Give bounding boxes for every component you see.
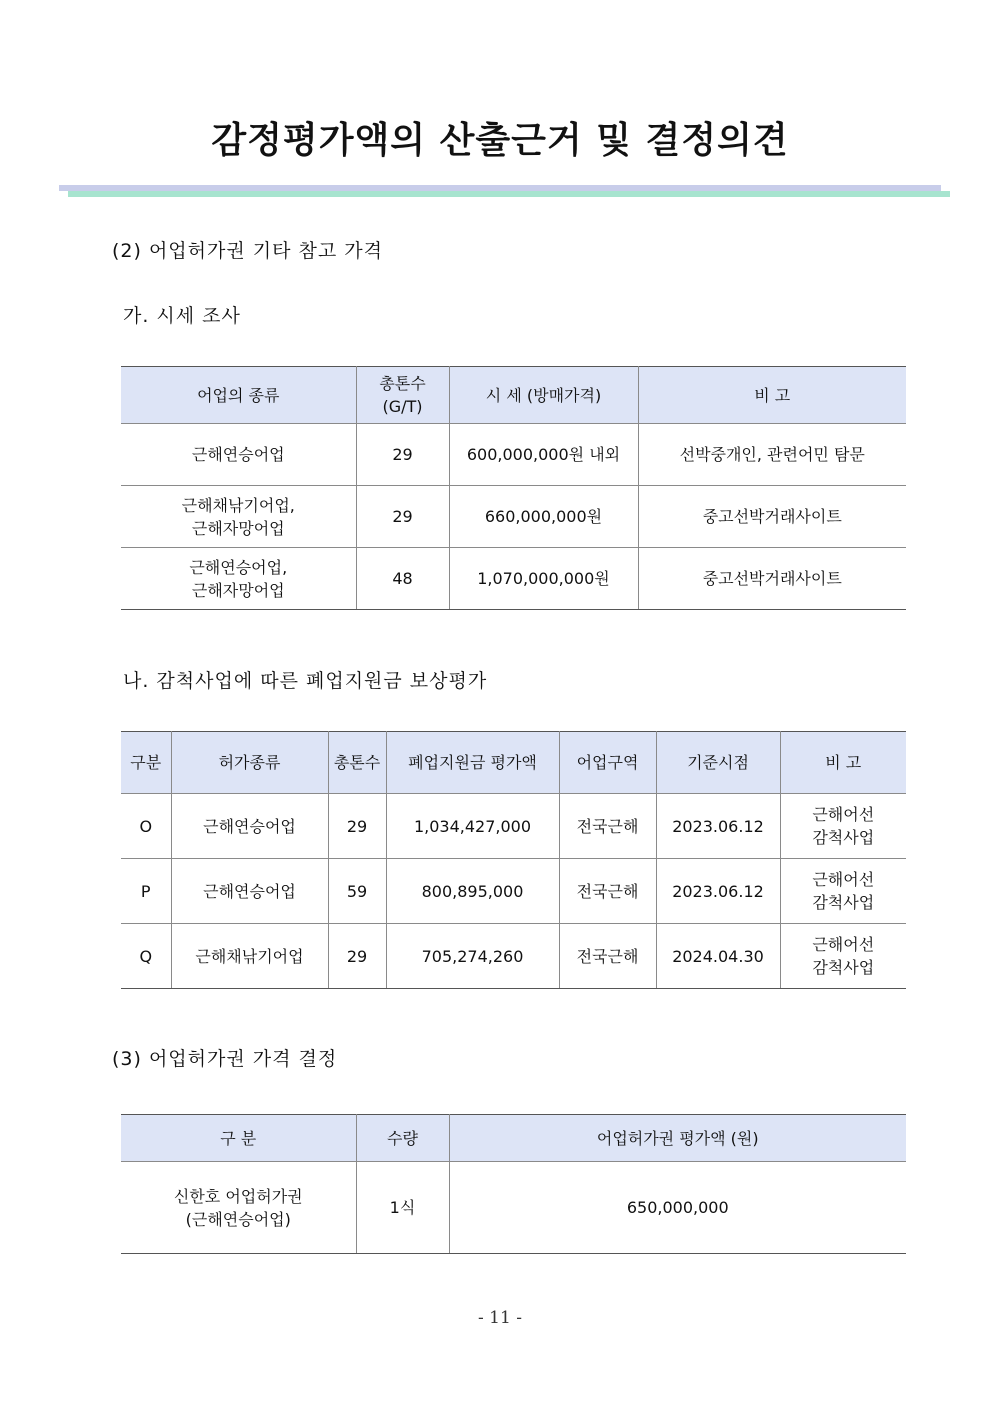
table-cell [780,794,906,859]
table-cell: 전국근해 [559,794,656,859]
table-cell: 705,274,260 [386,924,559,989]
table-row [121,486,906,548]
table-row [121,794,906,859]
table-cell: 중고선박거래사이트 [638,548,906,610]
cell-line: 근해어선 [812,805,875,824]
header-gross-tonnage [356,367,449,424]
header-license-value: 어업허가권 평가액 (원) [449,1115,906,1162]
header-remarks: 비 고 [780,732,906,794]
table-cell: Q [121,924,171,989]
cell-line: 감척사업 [812,893,875,912]
title-underline-green [68,191,950,197]
header-closure-support-value: 폐업지원금 평가액 [386,732,559,794]
section-3-heading: (3) 어업허가권 가격 결정 [112,1048,338,1070]
header-base-date: 기준시점 [656,732,780,794]
table-cell: 800,895,000 [386,859,559,924]
table-row [121,1162,906,1254]
table-cell: 전국근해 [559,924,656,989]
table-cell [780,924,906,989]
table-cell [121,1162,356,1254]
subsection-a-heading: 가. 시세 조사 [123,305,241,327]
closure-compensation-table [121,731,906,989]
market-price-table [121,366,906,610]
header-market-price: 시 세 (방매가격) [449,367,638,424]
table-cell: 근해연승어업 [171,859,328,924]
cell-line: 근해연승어업, [189,557,288,577]
cell-line: (근해연승어업) [185,1209,291,1229]
cell-line: 근해자망어업 [191,580,285,600]
table-cell: 29 [328,924,386,989]
cell-line: 근해어선 [812,870,875,889]
header-license-type: 허가종류 [171,732,328,794]
table-cell: 660,000,000원 [449,486,638,548]
table-cell: 근해연승어업 [171,794,328,859]
header-gross-tonnage-line-2: (G/T) [382,397,423,416]
table-cell: 29 [356,424,449,486]
table-cell: 중고선박거래사이트 [638,486,906,548]
header-gross-tonnage-line-1: 총톤수 [379,374,426,393]
header-gross-tonnage: 총톤수 [328,732,386,794]
section-2-heading: (2) 어업허가권 기타 참고 가격 [112,240,383,262]
table-cell: 650,000,000 [449,1162,906,1254]
header-category: 구 분 [121,1115,356,1162]
page-number: - 11 - [478,1308,522,1328]
table-row [121,424,906,486]
cell-line: 신한호 어업허가권 [173,1186,303,1206]
header-category: 구분 [121,732,171,794]
table-cell: 근해연승어업 [121,424,356,486]
page-title: 감정평가액의 산출근거 및 결정의견 [211,120,789,161]
table-cell: 1식 [356,1162,449,1254]
table-cell: 2024.04.30 [656,924,780,989]
header-fishery-type: 어업의 종류 [121,367,356,424]
cell-line: 감척사업 [812,828,875,847]
table-cell: 2023.06.12 [656,794,780,859]
table-cell: 2023.06.12 [656,859,780,924]
table-cell: P [121,859,171,924]
table-row [121,548,906,610]
table-cell: 59 [328,859,386,924]
license-value-table [121,1114,906,1254]
table-cell [121,548,356,610]
cell-line: 근해어선 [812,935,875,954]
header-fishing-zone: 어업구역 [559,732,656,794]
table-cell: 1,034,427,000 [386,794,559,859]
table-cell: 선박중개인, 관련어민 탐문 [638,424,906,486]
subsection-b-heading: 나. 감척사업에 따른 폐업지원금 보상평가 [123,670,488,692]
header-remarks: 비 고 [638,367,906,424]
table-row [121,859,906,924]
table-cell: 48 [356,548,449,610]
table-row [121,924,906,989]
table-cell: 전국근해 [559,859,656,924]
table-cell: 근해채낚기어업 [171,924,328,989]
table-cell [780,859,906,924]
cell-line: 근해채낚기어업, [181,495,295,515]
table-cell [121,486,356,548]
table-cell: O [121,794,171,859]
table-cell: 29 [328,794,386,859]
table-cell: 1,070,000,000원 [449,548,638,610]
header-quantity: 수량 [356,1115,449,1162]
table-cell: 29 [356,486,449,548]
cell-line: 감척사업 [812,958,875,977]
table-cell: 600,000,000원 내외 [449,424,638,486]
cell-line: 근해자망어업 [191,518,285,538]
